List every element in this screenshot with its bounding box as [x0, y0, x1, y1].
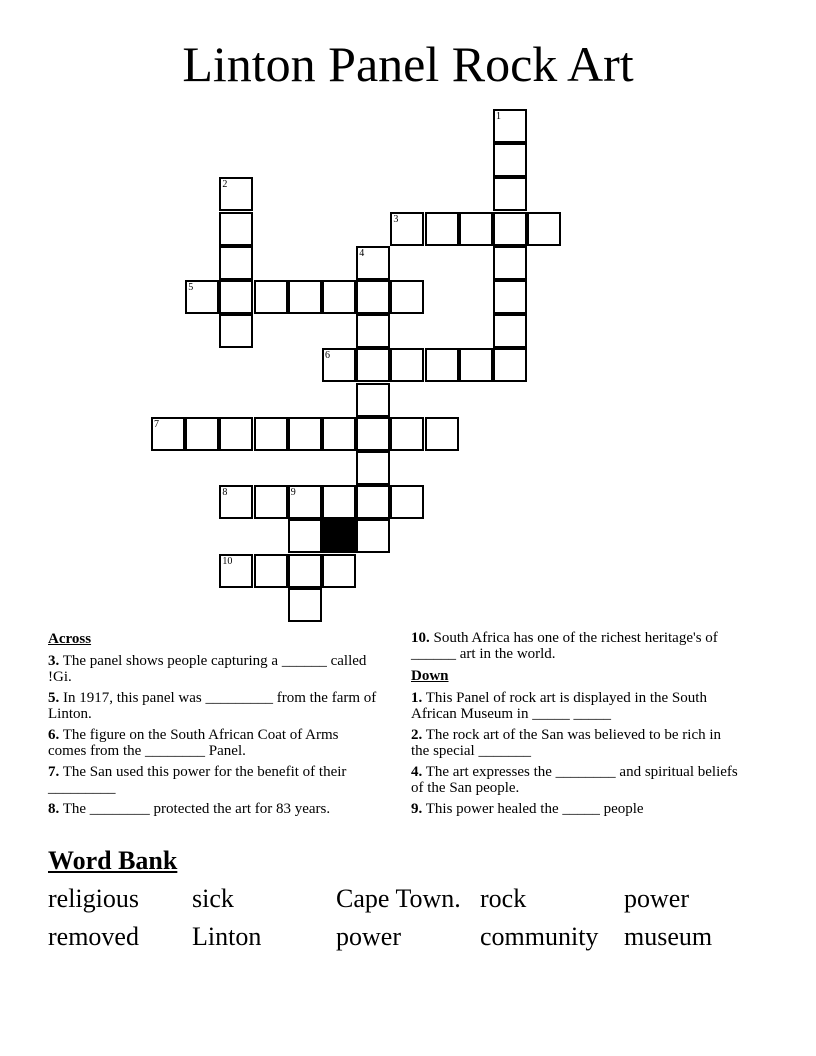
clue-text: The San used this power for the benefit of their _________ [48, 764, 347, 796]
clue-text: In 1917, this panel was _________ from the farm of Linton. [48, 690, 377, 722]
clue-number: 4. [411, 764, 423, 780]
down-clue-4 [411, 764, 743, 796]
clue-text: South Africa has one of the richest heritage's of ______ art in the world. [411, 630, 718, 662]
answer-cell[interactable] [356, 348, 390, 382]
clues-column-right [411, 630, 743, 822]
answer-cell[interactable] [322, 280, 356, 314]
answer-cell[interactable] [219, 177, 253, 211]
page-title: Linton Panel Rock Art [182, 36, 634, 92]
clue-number: 5. [48, 690, 60, 706]
answer-cell[interactable] [390, 485, 424, 519]
word-bank-item: religious [48, 884, 139, 913]
answer-cell[interactable] [288, 588, 322, 622]
answer-cell[interactable] [219, 280, 253, 314]
answer-cell[interactable] [425, 348, 459, 382]
cell-number: 4 [359, 247, 365, 259]
clue-text: The panel shows people capturing a ______ called !Gi. [48, 653, 367, 685]
clue-number: 6. [48, 727, 60, 743]
answer-cell[interactable] [356, 383, 390, 417]
clue-text: The figure on the South African Coat of Arms comes from the ________ Panel. [48, 727, 339, 759]
answer-cell[interactable] [356, 280, 390, 314]
word-bank-item: sick [192, 884, 234, 913]
answer-cell[interactable] [219, 246, 253, 280]
clue-text: This Panel of rock art is displayed in the South African Museum in _____ _____ [411, 690, 707, 722]
word-bank-item: power [624, 884, 689, 913]
word-bank-item: Linton [192, 922, 262, 951]
clue-number: 8. [48, 801, 60, 817]
answer-cell[interactable] [288, 485, 322, 519]
clue-number: 9. [411, 801, 423, 817]
answer-cell[interactable] [493, 212, 527, 246]
answer-cell[interactable] [322, 417, 356, 451]
answer-cell[interactable] [288, 417, 322, 451]
word-bank [48, 884, 768, 960]
answer-cell[interactable] [493, 246, 527, 280]
answer-cell[interactable] [459, 348, 493, 382]
word-bank-item: rock [480, 884, 527, 913]
answer-cell[interactable] [254, 485, 288, 519]
answer-cell[interactable] [493, 280, 527, 314]
word-bank-heading: Word Bank [48, 846, 178, 875]
answer-cell[interactable] [356, 417, 390, 451]
cell-number: 6 [325, 350, 330, 362]
answer-cell[interactable] [219, 554, 253, 588]
answer-cell[interactable] [219, 485, 253, 519]
clue-number: 7. [48, 764, 60, 780]
clue-text: The rock art of the San was believed to be rich in the special _______ [411, 727, 722, 759]
down-clue-1 [411, 690, 743, 722]
across-heading: Across [48, 631, 92, 647]
answer-cell[interactable] [527, 212, 561, 246]
answer-cell[interactable] [219, 417, 253, 451]
answer-cell[interactable] [356, 451, 390, 485]
clue-number: 3. [48, 653, 60, 669]
answer-cell[interactable] [288, 554, 322, 588]
cell-number: 5 [188, 282, 194, 293]
answer-cell[interactable] [493, 314, 527, 348]
cell-number: 8 [222, 487, 228, 499]
answer-cell[interactable] [185, 280, 219, 314]
clue-text: The art expresses the ________ and spiritual beliefs of the San people. [411, 764, 738, 796]
answer-cell[interactable] [219, 314, 253, 348]
word-bank-item: power [336, 922, 401, 951]
black-cell [322, 519, 356, 553]
answer-cell[interactable] [254, 280, 288, 314]
word-bank-item: Cape Town. [336, 884, 461, 913]
answer-cell[interactable] [390, 417, 424, 451]
cell-number: 3 [393, 213, 399, 225]
cell-number: 7 [154, 418, 159, 430]
clue-text: This power healed the _____ people [425, 801, 644, 817]
answer-cell[interactable] [288, 519, 322, 553]
clue-number: 1. [411, 690, 423, 706]
answer-cell[interactable] [459, 212, 493, 246]
word-bank-item: removed [48, 922, 139, 951]
answer-cell[interactable] [356, 314, 390, 348]
answer-cell[interactable] [493, 348, 527, 382]
cell-number: 9 [290, 487, 296, 499]
answer-cell[interactable] [390, 348, 424, 382]
answer-cell[interactable] [390, 212, 424, 246]
answer-cell[interactable] [322, 485, 356, 519]
answer-cell[interactable] [151, 417, 185, 451]
answer-cell[interactable] [493, 143, 527, 177]
across-clue-5 [48, 690, 380, 722]
clue-text: The ________ protected the art for 83 years. [62, 801, 331, 817]
answer-cell[interactable] [185, 417, 219, 451]
down-clue-9 [411, 801, 743, 817]
answer-cell[interactable] [356, 485, 390, 519]
answer-cell[interactable] [425, 212, 459, 246]
down-clue-2 [411, 727, 743, 759]
answer-cell[interactable] [322, 348, 356, 382]
answer-cell[interactable] [356, 246, 390, 280]
answer-cell[interactable] [493, 109, 527, 143]
across-clue-7 [48, 764, 380, 796]
answer-cell[interactable] [322, 554, 356, 588]
answer-cell[interactable] [493, 177, 527, 211]
answer-cell[interactable] [254, 554, 288, 588]
word-bank-item: museum [624, 922, 713, 951]
clues-column-left [48, 630, 380, 822]
answer-cell[interactable] [288, 280, 322, 314]
down-heading: Down [411, 668, 449, 684]
clue-number: 10. [411, 630, 430, 646]
answer-cell[interactable] [219, 212, 253, 246]
answer-cell[interactable] [390, 280, 424, 314]
across-clue-6 [48, 727, 380, 759]
answer-cell[interactable] [356, 519, 390, 553]
across-clue-3 [48, 653, 380, 685]
across-clue-10 [411, 630, 743, 662]
cell-number: 1 [496, 111, 501, 122]
answer-cell[interactable] [425, 417, 459, 451]
cell-number: 10 [222, 555, 233, 567]
answer-cell[interactable] [254, 417, 288, 451]
clue-number: 2. [411, 727, 423, 743]
cell-number: 2 [222, 179, 228, 191]
across-clue-8 [48, 801, 380, 817]
word-bank-item: community [480, 922, 599, 951]
